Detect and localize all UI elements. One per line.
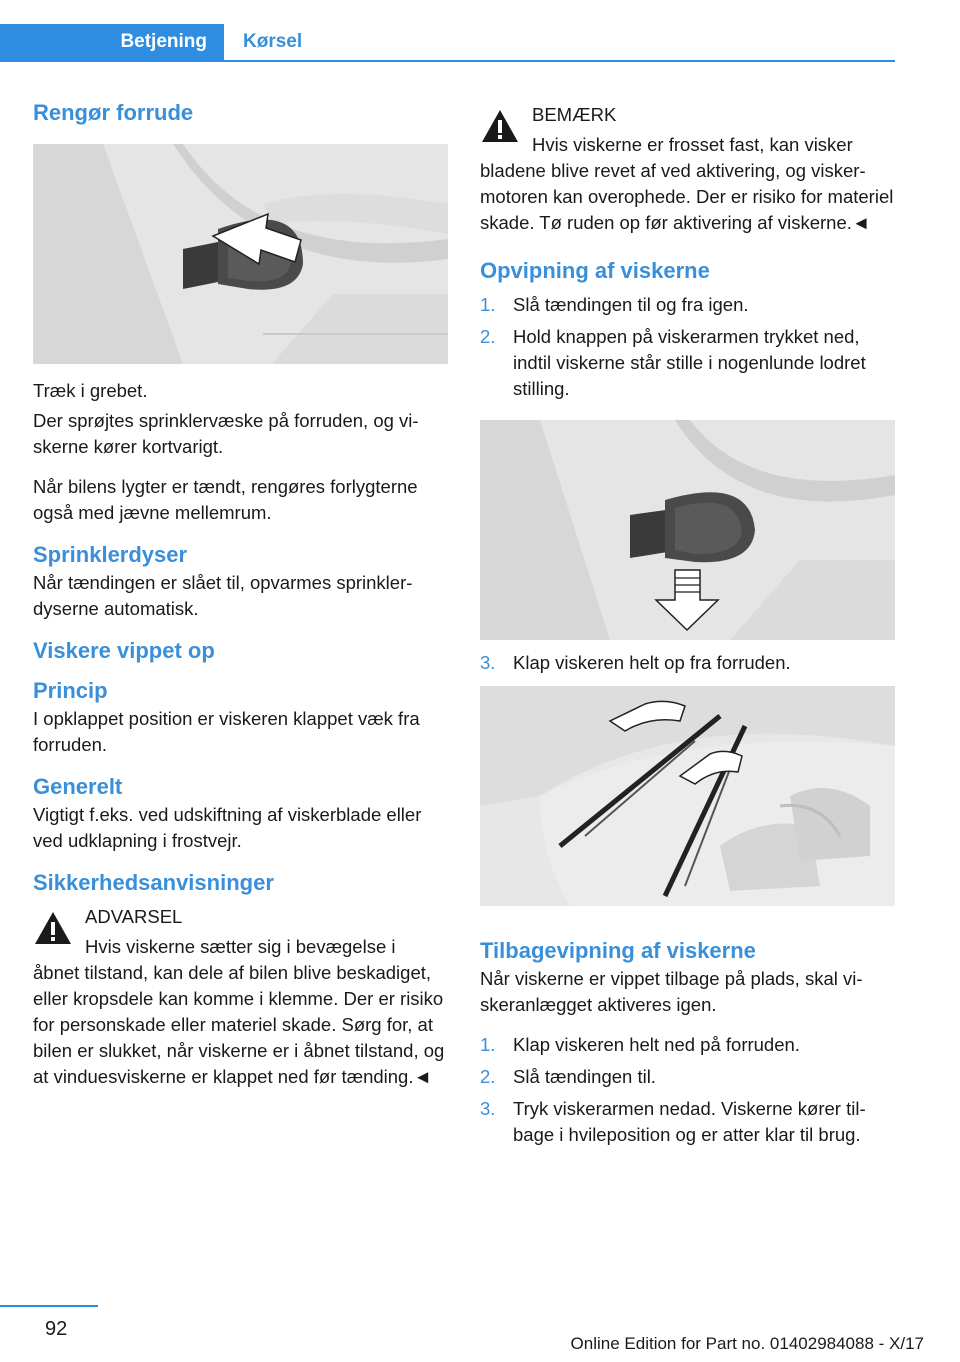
wiper-fold-up-illustration bbox=[480, 686, 895, 906]
text-fold-down: Når viskerne er vippet tilbage på plads, skal viskeranlægget aktiveres igen. bbox=[480, 968, 863, 1015]
list-item: 2. Hold knappen på viskerarmen trykket ned, indtil viskerne står stille i nogenlunde lodret stilling. bbox=[480, 326, 866, 399]
figure-wiper-fold-up bbox=[480, 686, 895, 906]
warning-text: åbnet tilstand, kan dele af bilen blive beskadiget, eller kropsdele kan komme i klemme. Der er risiko for personskade eller materiel skade. Sørg for, at bilen er slukket, når viskerne er i åbnet tilstand, og at vinduesviskerne er klappet ned før tænding.◄ bbox=[33, 962, 445, 1087]
left-column bbox=[33, 98, 448, 1090]
text-headlights: Når bilens lygter er tændt, rengøres forlygterne også med jævne mellemrum. bbox=[33, 476, 418, 523]
heading-safety: Sikkerhedsanvisninger bbox=[33, 870, 274, 895]
wiper-lever-pull-illustration bbox=[33, 144, 448, 364]
fold-up-steps bbox=[480, 292, 895, 402]
text-spray: Der sprøjtes sprinklervæske på forruden, og viskerne kører kortvarigt. bbox=[33, 410, 419, 457]
text-general: Vigtigt f.eks. ved udskiftning af viskerblade eller ved udklapning i frostvejr. bbox=[33, 804, 422, 851]
header-rule bbox=[0, 60, 895, 62]
warning-box bbox=[33, 904, 448, 1090]
warning-triangle-icon bbox=[480, 108, 520, 144]
warning-first-line: Hvis viskerne sætter sig i bevægelse i bbox=[85, 936, 396, 957]
heading-clean-windshield: Rengør forrude bbox=[33, 100, 194, 125]
heading-nozzles: Sprinklerdyser bbox=[33, 542, 188, 567]
edition-note: Online Edition for Part no. 01402984088 - X/17 bbox=[570, 1334, 924, 1353]
fold-up-steps-continued bbox=[480, 650, 895, 676]
right-column bbox=[480, 98, 895, 1154]
tab-korsel[interactable]: Kørsel bbox=[243, 31, 303, 52]
note-box bbox=[480, 98, 895, 236]
heading-fold-down: Tilbagevipning af viskerne bbox=[480, 938, 756, 963]
list-item: 1. Klap viskeren helt ned på forruden. bbox=[480, 1034, 800, 1055]
text-pull-lever: Træk i grebet. bbox=[33, 380, 148, 401]
page-number: 92 bbox=[45, 1318, 68, 1340]
warning-title: ADVARSEL bbox=[85, 906, 183, 927]
list-item: 1. Slå tændingen til og fra igen. bbox=[480, 294, 749, 315]
warning-triangle-icon bbox=[33, 910, 73, 946]
note-first-line: Hvis viskerne er frosset fast, kan visker bbox=[532, 134, 853, 155]
tab-betjening[interactable]: Betjening bbox=[0, 24, 224, 60]
note-title: BEMÆRK bbox=[532, 104, 617, 125]
figure-wiper-lever-pull bbox=[33, 144, 448, 364]
chapter-tabs bbox=[0, 24, 895, 62]
wiper-button-press-illustration bbox=[480, 420, 895, 640]
heading-general: Generelt bbox=[33, 774, 123, 799]
list-item: 3. Klap viskeren helt op fra forruden. bbox=[480, 652, 791, 673]
footer-rule bbox=[0, 1305, 98, 1307]
list-item: 3. Tryk viskerarmen nedad. Viskerne kører tilbage i hvileposition og er atter klar til brug. bbox=[480, 1098, 866, 1145]
heading-fold-up: Opvipning af viskerne bbox=[480, 258, 710, 283]
text-principle: I opklappet position er viskeren klappet væk fra forruden. bbox=[33, 708, 420, 755]
figure-wiper-button-press bbox=[480, 420, 895, 640]
heading-wipers-tilted: Viskere vippet op bbox=[33, 638, 215, 663]
text-nozzles: Når tændingen er slået til, opvarmes sprinklerdyserne automatisk. bbox=[33, 572, 413, 619]
note-text: bladene blive revet af ved aktivering, og viskermotoren kan overophede. Der er risiko for materiel skade. Tø ruden op før aktivering af viskerne.◄ bbox=[480, 160, 894, 233]
heading-principle: Princip bbox=[33, 678, 108, 703]
list-item: 2. Slå tændingen til. bbox=[480, 1066, 656, 1087]
fold-down-steps bbox=[480, 1032, 895, 1148]
